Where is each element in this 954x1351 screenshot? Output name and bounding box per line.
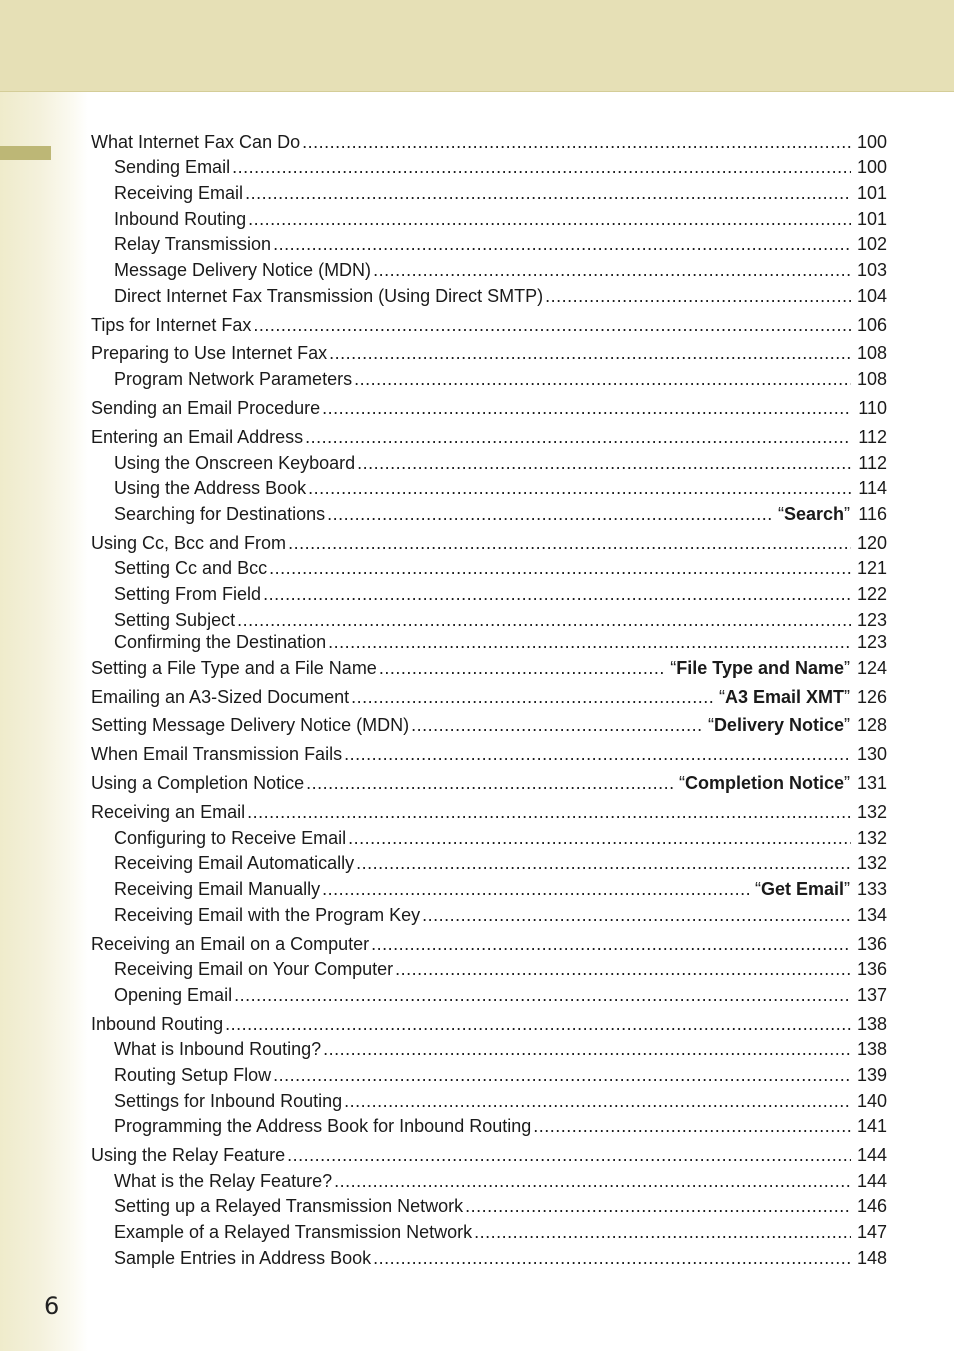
toc-entry-title: Using the Address Book xyxy=(114,478,307,498)
toc-page-number: 146 xyxy=(856,1196,887,1216)
toc-page-number: 100 xyxy=(856,157,887,177)
toc-entry-title: Inbound Routing xyxy=(91,1014,224,1034)
toc-entry[interactable] xyxy=(91,772,887,794)
dot-leader xyxy=(263,583,851,605)
dot-leader xyxy=(273,1064,851,1086)
toc-entry-title: Using the Onscreen Keyboard xyxy=(114,453,356,473)
toc-page-number: 121 xyxy=(856,558,887,578)
toc-subentry[interactable] xyxy=(114,503,887,525)
toc-page-number: 116 xyxy=(858,504,887,524)
dot-leader xyxy=(232,156,851,178)
toc-page-number: 133 xyxy=(856,879,887,899)
dot-leader xyxy=(474,1221,851,1243)
dot-leader xyxy=(245,182,851,204)
toc-entry-title: Sending an Email Procedure xyxy=(91,398,321,418)
toc-page-number: 132 xyxy=(856,828,887,848)
toc-entry-title: Setting From Field xyxy=(114,584,262,604)
toc-page-number: 148 xyxy=(856,1248,887,1268)
toc-subentry[interactable] xyxy=(114,1038,887,1060)
dot-leader xyxy=(351,686,715,708)
button-reference: “Search” xyxy=(777,504,850,524)
dot-leader xyxy=(395,958,851,980)
toc-entry-title: Configuring to Receive Email xyxy=(114,828,347,848)
toc-subentry[interactable] xyxy=(114,1170,887,1192)
toc-entry-title: Inbound Routing xyxy=(114,209,247,229)
toc-subentry[interactable] xyxy=(114,1195,887,1217)
toc-page-number: 132 xyxy=(856,802,887,822)
toc-subentry[interactable] xyxy=(114,233,887,255)
button-reference: “Completion Notice” xyxy=(678,773,850,793)
dot-leader xyxy=(356,852,851,874)
toc-entry[interactable] xyxy=(91,933,887,955)
button-reference: “File Type and Name” xyxy=(670,658,850,678)
toc-entry-title: When Email Transmission Fails xyxy=(91,744,343,764)
toc-entry-title: Using a Completion Notice xyxy=(91,773,305,793)
dot-leader xyxy=(234,984,851,1006)
header-band xyxy=(0,0,954,92)
toc-subentry[interactable] xyxy=(114,368,887,390)
toc-entry[interactable] xyxy=(91,426,887,448)
toc-subentry[interactable] xyxy=(114,557,887,579)
toc-subentry[interactable] xyxy=(114,285,887,307)
dot-leader xyxy=(302,131,851,153)
button-reference-label: A3 Email XMT xyxy=(724,687,844,707)
toc-page-number: 134 xyxy=(856,905,887,925)
dot-leader xyxy=(334,1170,851,1192)
toc-subentry[interactable] xyxy=(114,1221,887,1243)
dot-leader xyxy=(247,801,851,823)
toc-entry[interactable] xyxy=(91,131,887,153)
toc-subentry[interactable] xyxy=(114,259,887,281)
toc-subentry[interactable] xyxy=(114,609,887,631)
toc-subentry[interactable] xyxy=(114,182,887,204)
dot-leader xyxy=(273,233,851,255)
toc-page-number: 138 xyxy=(856,1014,887,1034)
toc-page-number: 102 xyxy=(856,234,887,254)
toc-page-number: 122 xyxy=(856,584,887,604)
toc-entry-title: Receiving Email with the Program Key xyxy=(114,905,421,925)
toc-entry-title: Entering an Email Address xyxy=(91,427,304,447)
toc-page-number: 100 xyxy=(856,132,887,152)
side-margin-band xyxy=(0,92,88,1351)
toc-entry[interactable] xyxy=(91,714,887,736)
toc-entry-title: Using the Relay Feature xyxy=(91,1145,286,1165)
button-reference-label: Get Email xyxy=(760,879,844,899)
toc-subentry[interactable] xyxy=(114,1247,887,1269)
toc-entry-title: What is Inbound Routing? xyxy=(114,1039,322,1059)
toc-entry-title: Setting Message Delivery Notice (MDN) xyxy=(91,715,410,735)
toc-subentry[interactable] xyxy=(114,156,887,178)
toc-entry-title: Preparing to Use Internet Fax xyxy=(91,343,328,363)
toc-entry[interactable] xyxy=(91,657,887,679)
toc-page-number: 108 xyxy=(856,369,887,389)
toc-page-number: 144 xyxy=(856,1145,887,1165)
toc-page-number: 138 xyxy=(856,1039,887,1059)
toc-entry-title: Settings for Inbound Routing xyxy=(114,1091,343,1111)
toc-entry-title: Receiving Email on Your Computer xyxy=(114,959,394,979)
dot-leader xyxy=(357,452,851,474)
toc-entry-title: Setting up a Relayed Transmission Network xyxy=(114,1196,464,1216)
toc-page-number: 108 xyxy=(856,343,887,363)
toc-page-number: 110 xyxy=(858,398,887,418)
toc-page-number: 136 xyxy=(856,934,887,954)
dot-leader xyxy=(269,557,851,579)
toc-page-number: 128 xyxy=(856,715,887,735)
button-reference-label: Search xyxy=(783,504,844,524)
toc-subentry[interactable] xyxy=(114,452,887,474)
dot-leader xyxy=(373,259,851,281)
toc-page-number: 141 xyxy=(856,1116,887,1136)
toc-entry[interactable] xyxy=(91,1013,887,1035)
toc-entry-title: Receiving Email xyxy=(114,183,244,203)
dot-leader xyxy=(306,772,675,794)
button-reference-label: File Type and Name xyxy=(676,658,844,678)
toc-entry-title: Opening Email xyxy=(114,985,233,1005)
toc-entry[interactable] xyxy=(91,686,887,708)
toc-entry-title: Setting Cc and Bcc xyxy=(114,558,268,578)
toc-entry-title: What Internet Fax Can Do xyxy=(91,132,301,152)
page-number: 6 xyxy=(44,1292,60,1320)
toc-entry-title: Tips for Internet Fax xyxy=(91,315,252,335)
dot-leader xyxy=(354,368,851,390)
toc-page-number: 112 xyxy=(858,453,887,473)
toc-entry[interactable] xyxy=(91,1144,887,1166)
toc-page-number: 132 xyxy=(856,853,887,873)
dot-leader xyxy=(322,878,751,900)
toc-page-number: 131 xyxy=(856,773,887,793)
section-tab-marker xyxy=(0,146,51,160)
toc-entry[interactable] xyxy=(91,314,887,336)
toc-entry-title: Confirming the Destination xyxy=(114,632,327,652)
toc-subentry[interactable] xyxy=(114,904,887,926)
dot-leader xyxy=(379,657,666,679)
toc-entry-title: Receiving Email Manually xyxy=(114,879,321,899)
toc-page-number: 126 xyxy=(856,687,887,707)
toc-subentry[interactable] xyxy=(114,631,887,653)
toc-entry-title: Relay Transmission xyxy=(114,234,272,254)
dot-leader xyxy=(344,1090,851,1112)
toc-page-number: 114 xyxy=(858,478,887,498)
dot-leader xyxy=(323,1038,851,1060)
toc-page-number: 112 xyxy=(858,427,887,447)
toc-page-number: 101 xyxy=(856,209,887,229)
toc-page-number: 147 xyxy=(856,1222,887,1242)
dot-leader xyxy=(348,827,851,849)
toc-page-number: 106 xyxy=(856,315,887,335)
dot-leader xyxy=(237,609,851,631)
dot-leader xyxy=(329,342,851,364)
toc-page-number: 124 xyxy=(856,658,887,678)
toc-page-number: 103 xyxy=(856,260,887,280)
toc-page-number: 144 xyxy=(856,1171,887,1191)
button-reference: “Get Email” xyxy=(754,879,850,899)
toc-entry-title: Receiving an Email xyxy=(91,802,246,822)
toc-page-number: 104 xyxy=(856,286,887,306)
toc-entry-title: Programming the Address Book for Inbound Routing xyxy=(114,1116,532,1136)
toc-page-number: 140 xyxy=(856,1091,887,1111)
toc-entry[interactable] xyxy=(91,397,887,419)
toc-entry-title: Emailing an A3-Sized Document xyxy=(91,687,350,707)
dot-leader xyxy=(225,1013,851,1035)
dot-leader xyxy=(371,933,851,955)
toc-subentry[interactable] xyxy=(114,1064,887,1086)
dot-leader xyxy=(322,397,851,419)
toc-entry-title: Receiving Email Automatically xyxy=(114,853,355,873)
toc-page-number: 139 xyxy=(856,1065,887,1085)
toc-entry[interactable] xyxy=(91,342,887,364)
toc-page-number: 137 xyxy=(856,985,887,1005)
toc-entry-title: What is the Relay Feature? xyxy=(114,1171,333,1191)
toc-page-number: 123 xyxy=(856,610,887,630)
toc-entry-title: Setting a File Type and a File Name xyxy=(91,658,377,678)
dot-leader xyxy=(344,743,851,765)
toc-subentry[interactable] xyxy=(114,984,887,1006)
dot-leader xyxy=(287,1144,851,1166)
toc-entry-title: Routing Setup Flow xyxy=(114,1065,272,1085)
dot-leader xyxy=(328,631,851,653)
dot-leader xyxy=(533,1115,851,1137)
toc-subentry[interactable] xyxy=(114,852,887,874)
toc-subentry[interactable] xyxy=(114,477,887,499)
toc-entry-title: Receiving an Email on a Computer xyxy=(91,934,370,954)
dot-leader xyxy=(253,314,851,336)
toc-entry-title: Program Network Parameters xyxy=(114,369,353,389)
dot-leader xyxy=(411,714,704,736)
toc-subentry[interactable] xyxy=(114,827,887,849)
dot-leader xyxy=(465,1195,851,1217)
dot-leader xyxy=(288,532,851,554)
toc-subentry[interactable] xyxy=(114,958,887,980)
toc-page-number: 123 xyxy=(856,632,887,652)
toc-entry[interactable] xyxy=(91,743,887,765)
dot-leader xyxy=(308,477,851,499)
toc-entry-title: Using Cc, Bcc and From xyxy=(91,533,287,553)
toc-page-number: 101 xyxy=(856,183,887,203)
toc-entry-title: Searching for Destinations xyxy=(114,504,326,524)
toc-entry-title: Setting Subject xyxy=(114,610,236,630)
button-reference-label: Delivery Notice xyxy=(713,715,844,735)
toc-page-number: 120 xyxy=(856,533,887,553)
button-reference: “A3 Email XMT” xyxy=(718,687,850,707)
toc-entry-title: Sending Email xyxy=(114,157,231,177)
toc-entry-title: Example of a Relayed Transmission Network xyxy=(114,1222,473,1242)
button-reference: “Delivery Notice” xyxy=(707,715,850,735)
dot-leader xyxy=(327,503,774,525)
toc-subentry[interactable] xyxy=(114,1115,887,1137)
toc-subentry[interactable] xyxy=(114,1090,887,1112)
dot-leader xyxy=(373,1247,851,1269)
dot-leader xyxy=(422,904,851,926)
toc-subentry[interactable] xyxy=(114,878,887,900)
toc-subentry[interactable] xyxy=(114,583,887,605)
toc-entry[interactable] xyxy=(91,801,887,823)
dot-leader xyxy=(305,426,851,448)
toc-subentry[interactable] xyxy=(114,208,887,230)
button-reference-label: Completion Notice xyxy=(684,773,844,793)
toc-page-number: 130 xyxy=(856,744,887,764)
dot-leader xyxy=(248,208,851,230)
dot-leader xyxy=(545,285,851,307)
toc-entry-title: Message Delivery Notice (MDN) xyxy=(114,260,372,280)
toc-entry[interactable] xyxy=(91,532,887,554)
toc-page-number: 136 xyxy=(856,959,887,979)
toc-entry-title: Direct Internet Fax Transmission (Using Direct SMTP) xyxy=(114,286,544,306)
toc-entry-title: Sample Entries in Address Book xyxy=(114,1248,372,1268)
